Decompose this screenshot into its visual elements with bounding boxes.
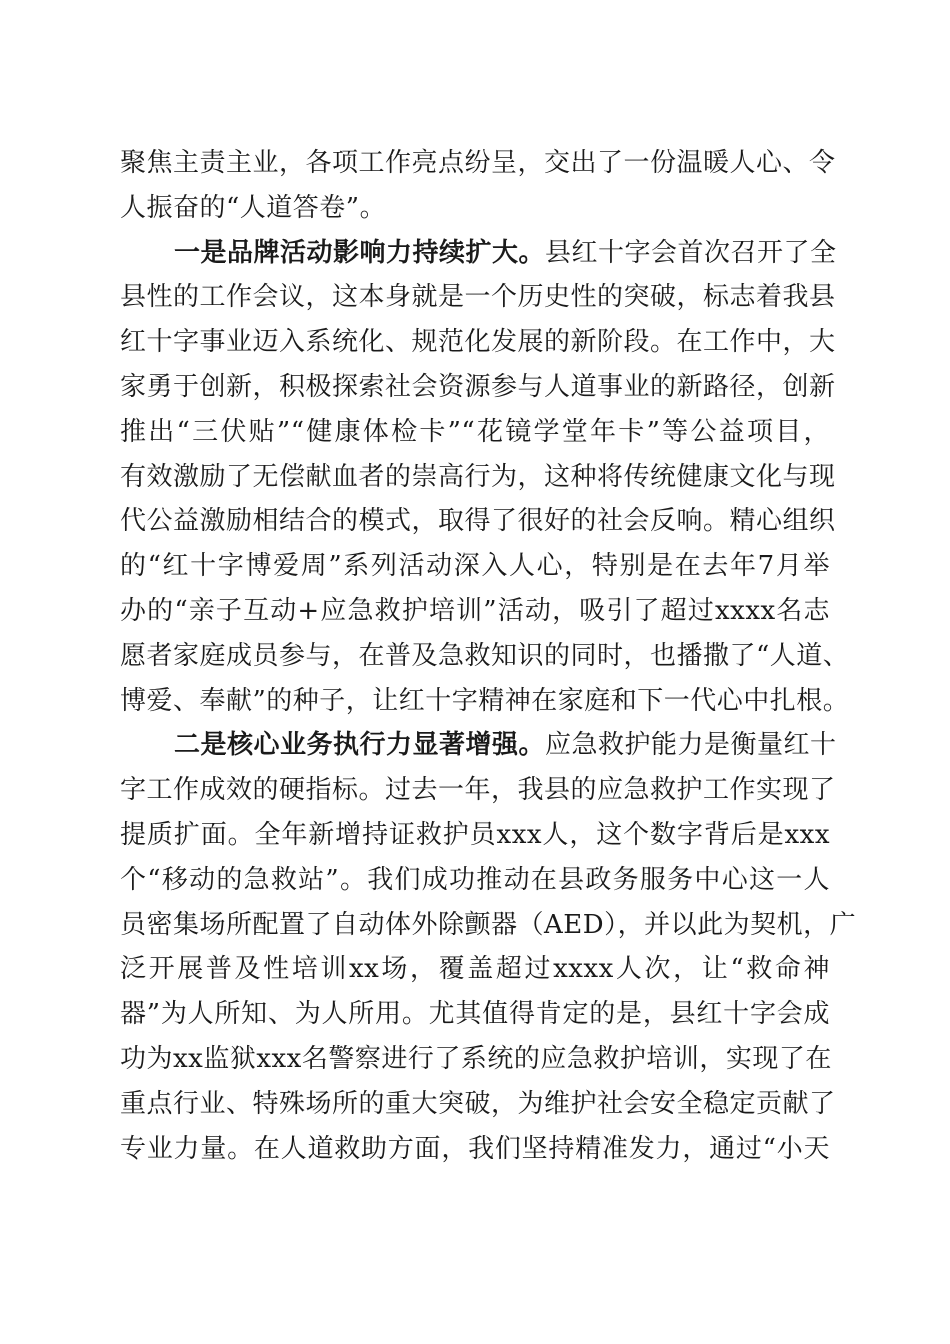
text-line: 提质扩面。全年新增持证救护员xxx人，这个数字背后是xxx xyxy=(120,819,830,850)
text-run: 应急救护能力是衡量红十 xyxy=(545,730,837,761)
text-line: 愿者家庭成员参与，在普及急救知识的同时，也播撒了“人道、 xyxy=(120,640,850,671)
text-line: 员密集场所配置了自动体外除颤器（AED），并以此为契机，广 xyxy=(120,909,857,940)
text-line: 红十字事业迈入系统化、规范化发展的新阶段。在工作中，大 xyxy=(120,327,836,358)
section-line xyxy=(120,231,837,276)
text-line: 泛开展普及性培训xx场，覆盖超过xxxx人次，让“救命神 xyxy=(120,954,830,985)
text-line: 器”为人所知、为人所用。尤其值得肯定的是，县红十字会成 xyxy=(120,999,830,1030)
text-line: 重点行业、特殊场所的重大突破，为维护社会安全稳定贡献了 xyxy=(120,1088,836,1119)
text-line: 推出“三伏贴”“健康体检卡”“花镜学堂年卡”等公益项目， xyxy=(120,416,830,447)
text-line: 家勇于创新，积极探索社会资源参与人道事业的新路径，创新 xyxy=(120,371,836,402)
section-heading: 二是核心业务执行力显著增强。 xyxy=(174,730,546,761)
text-line: 办的“亲子互动+应急救护培训”活动，吸引了超过xxxx名志 xyxy=(120,595,830,626)
text-line: 县性的工作会议，这本身就是一个历史性的突破，标志着我县 xyxy=(120,282,836,313)
text-line: 字工作成效的硬指标。过去一年，我县的应急救护工作实现了 xyxy=(120,775,836,806)
text-line: 代公益激励相结合的模式，取得了很好的社会反响。精心组织 xyxy=(120,506,836,537)
section-heading: 一是品牌活动影响力持续扩大。 xyxy=(174,237,546,268)
text-line: 聚焦主责主业，各项工作亮点纷呈，交出了一份温暖人心、令 xyxy=(120,148,836,178)
text-line: 有效激励了无偿献血者的崇高行为，这种将传统健康文化与现 xyxy=(120,461,836,492)
text-line: 人振奋的“人道答卷”。 xyxy=(120,192,387,223)
text-line: 个“移动的急救站”。我们成功推动在县政务服务中心这一人 xyxy=(120,864,830,895)
text-line: 专业力量。在人道救助方面，我们坚持精准发力，通过“小天 xyxy=(120,1133,830,1164)
text-line: 功为xx监狱xxx名警察进行了系统的应急救护培训，实现了在 xyxy=(120,1043,832,1074)
text-line: 博爱、奉献”的种子，让红十字精神在家庭和下一代心中扎根。 xyxy=(120,685,850,716)
text-line: 的“红十字博爱周”系列活动深入人心，特别是在去年7月举 xyxy=(120,551,830,582)
text-run: 县红十字会首次召开了全 xyxy=(545,237,837,268)
body-text xyxy=(120,141,857,1171)
section-line xyxy=(120,723,837,768)
